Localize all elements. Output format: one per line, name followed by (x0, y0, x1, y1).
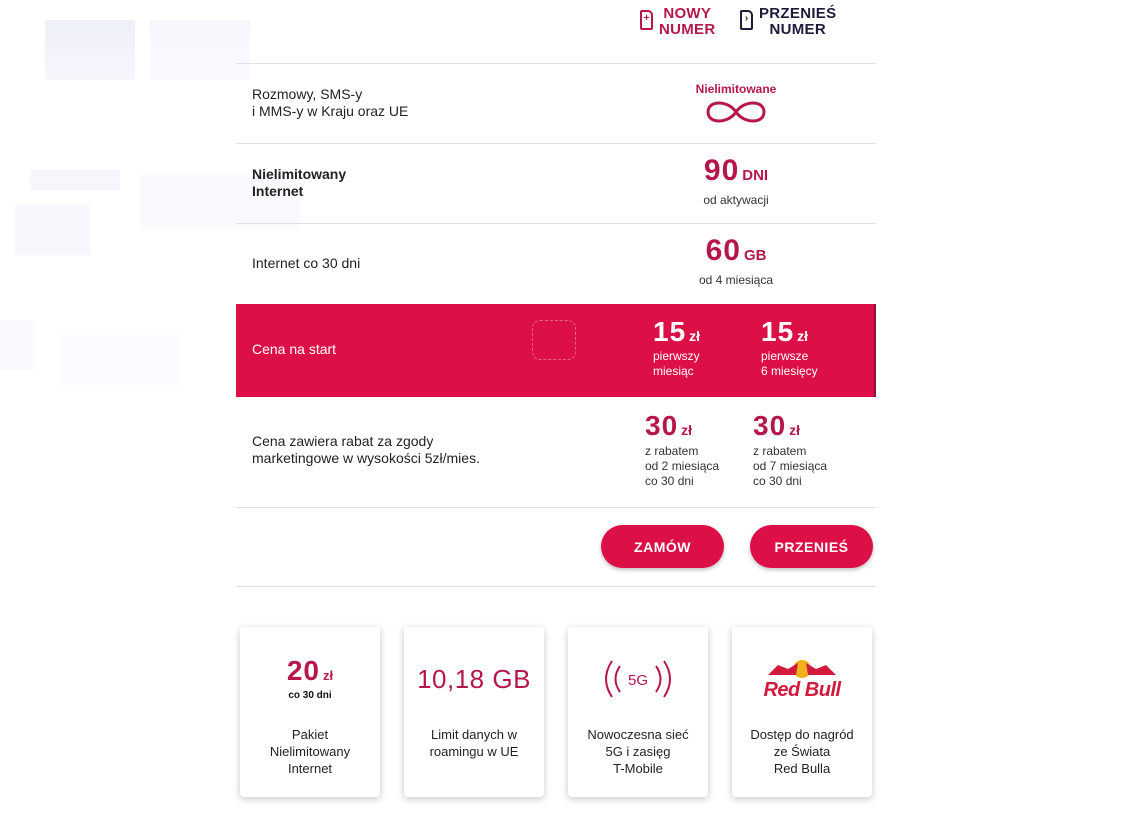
price-start-col1-num: 15 (653, 316, 687, 347)
feature-card-red-bull (732, 627, 872, 797)
order-button[interactable]: ZAMÓW (601, 525, 724, 568)
card4-caption-line1: Dostęp do nagród (750, 727, 854, 742)
port-number-line2: NUMER (769, 21, 826, 38)
card1-caption-line1: Pakiet (291, 727, 329, 742)
card1-num: 20 (286, 655, 321, 686)
feature-card-5g (568, 627, 708, 797)
price-start-col2-num: 15 (761, 316, 795, 347)
price-discount-label-line1: Cena zawiera rabat za zgody (252, 433, 434, 449)
price-start-col2-desc1: pierwsze (761, 349, 809, 363)
row-unlimited-internet (236, 143, 876, 223)
price-discount-col2-unit: zł (789, 422, 801, 438)
price-start-col2-unit: zł (797, 328, 809, 344)
ghost-artifact (15, 205, 90, 255)
card4-caption-line2: ze Świata (773, 744, 831, 759)
ghost-artifact (150, 20, 250, 80)
unlimited-internet-value-sub: od aktywacji (703, 193, 769, 207)
card2-top: 10,18 GB (417, 663, 531, 694)
price-start-col1-desc2: miesiąc (653, 364, 694, 378)
price-discount-col1-num: 30 (645, 410, 679, 441)
port-number-line1: PRZENIEŚ (759, 5, 837, 22)
price-discount-col2-num: 30 (753, 410, 787, 441)
red-bull-wordmark: Red Bull (763, 678, 841, 701)
unlimited-internet-value-num: 90 (703, 154, 740, 187)
price-discount-col2-desc1: z rabatem (753, 444, 807, 458)
price-start-label: Cena na start (252, 341, 337, 357)
internet-30-value-sub: od 4 miesiąca (698, 273, 774, 287)
feature-card-roaming (404, 627, 544, 797)
price-start-col1-unit: zł (689, 328, 701, 344)
ghost-artifact (60, 335, 180, 385)
price-discount-col2 (753, 410, 827, 489)
unlimited-internet-label-line2: Internet (252, 183, 304, 199)
price-discount-col1-unit: zł (681, 422, 693, 438)
price-discount-label-line2: marketingowe w wysokości 5zł/mies. (252, 450, 480, 466)
calls-value-title: Nielimitowane (695, 82, 777, 96)
card2-caption-line2: roamingu w UE (429, 744, 519, 759)
price-start-band (236, 304, 876, 397)
row-internet-30 (236, 223, 876, 304)
price-start-col1-desc1: pierwszy (653, 349, 700, 363)
card1-unit: zł (323, 668, 334, 683)
card3-caption-line3: T-Mobile (613, 761, 663, 776)
sim-arrow-icon: › (740, 10, 753, 30)
infinity-icon (704, 98, 768, 126)
calls-label-line1: Rozmowy, SMS-y (252, 86, 363, 102)
price-discount-col1-desc3: co 30 dni (645, 474, 694, 488)
feature-card-unlimited-package (240, 627, 380, 797)
ghost-artifact (45, 20, 135, 80)
card4-caption-line3: Red Bulla (773, 761, 831, 776)
new-number-line2: NUMER (659, 21, 716, 38)
calls-label-line2: i MMS-y w Kraju oraz UE (252, 103, 409, 119)
price-start-col2-desc2: 6 miesięcy (761, 364, 818, 378)
card1-sub: co 30 dni (288, 690, 332, 701)
price-discount-col2-desc2: od 7 miesiąca (753, 459, 828, 473)
sim-plus-icon: + (640, 10, 653, 30)
new-number-option[interactable] (640, 6, 716, 38)
internet-30-value-num: 60 (705, 234, 741, 267)
5g-signal-icon (598, 657, 678, 701)
unlimited-internet-value-unit: DNI (742, 167, 769, 184)
unlimited-internet-label-line1: Nielimitowany (252, 166, 347, 182)
new-number-line1: NOWY (663, 5, 712, 22)
card3-caption-line2: 5G i zasięg (605, 744, 671, 759)
card3-caption-line1: Nowoczesna sieć (587, 727, 689, 742)
price-discount-col1-desc1: z rabatem (645, 444, 699, 458)
price-discount-col1 (645, 410, 719, 489)
internet-30-label: Internet co 30 dni (252, 255, 361, 271)
card1-caption-line2: Nielimitowany (269, 744, 351, 759)
price-discount-col2-desc3: co 30 dni (753, 474, 802, 488)
ghost-artifact (532, 320, 576, 360)
ghost-artifact (0, 320, 35, 370)
price-discount-col1-desc2: od 2 miesiąca (645, 459, 720, 473)
port-button[interactable]: PRZENIEŚ (750, 525, 873, 568)
card2-caption-line1: Limit danych w (431, 727, 517, 742)
row-calls (236, 63, 876, 143)
internet-30-value-unit: GB (743, 247, 767, 264)
red-bull-logo-icon (764, 657, 840, 681)
card1-caption-line3: Internet (287, 761, 333, 776)
price-start-col1 (653, 316, 700, 379)
port-number-option[interactable] (740, 6, 836, 38)
price-start-col2 (761, 316, 818, 379)
ghost-artifact (30, 170, 120, 190)
5g-label: 5G (627, 672, 649, 689)
